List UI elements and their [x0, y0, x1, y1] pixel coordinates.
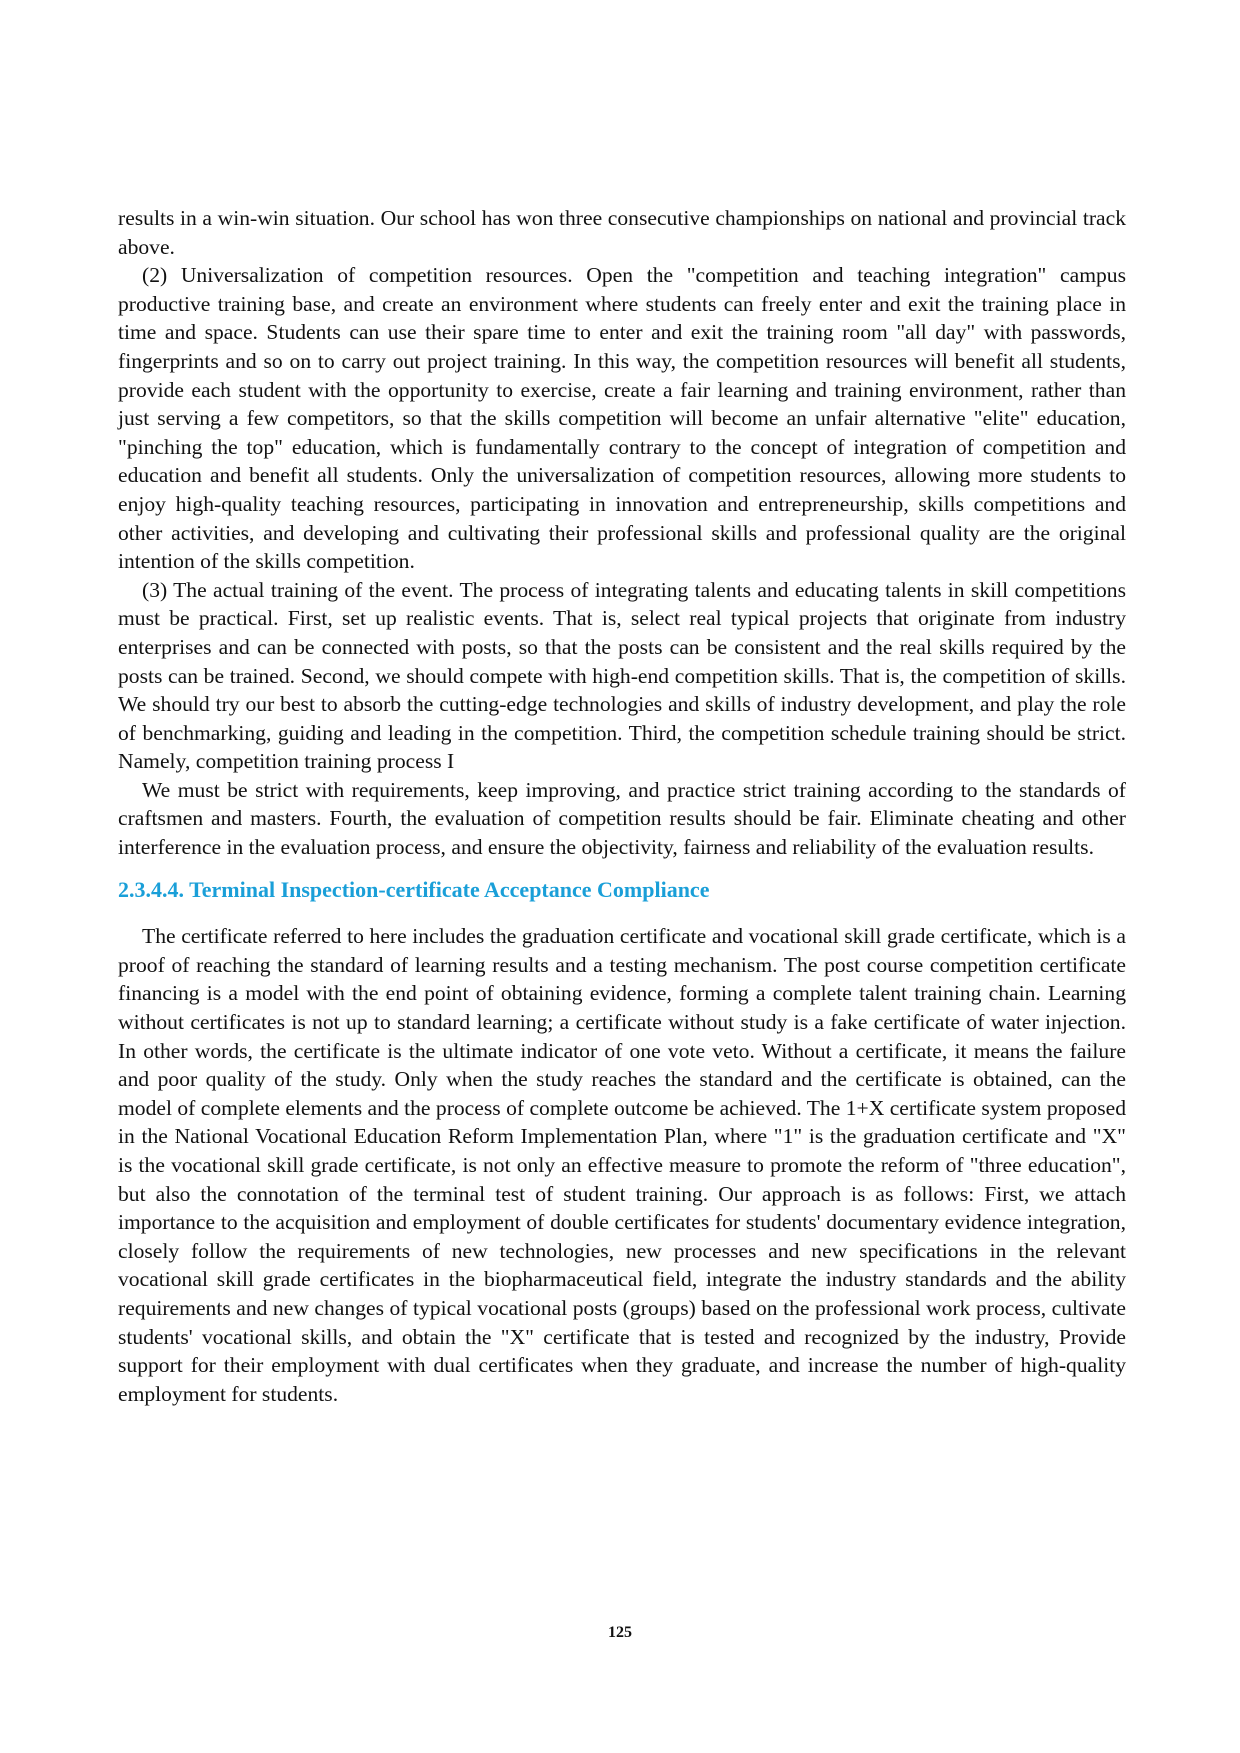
- page-body: [118, 204, 1126, 1408]
- page-number: 125: [608, 1624, 632, 1641]
- paragraph-actual-training: (3) The actual training of the event. The process of integrating talents and educating talents in skill competitions must be practical. First, set up realistic events. That is, select real typical projects that originate from industry enterprises and can be connected with posts, so that the posts can be consistent and the real skills required by the posts can be trained. Second, we should compete with high-end competition skills. That is, the competition of skills. We should try our best to absorb the cutting-edge technologies and skills of industry development, and play the role of benchmarking, guiding and leading in the competition. Third, the competition schedule training should be strict. Namely, competition training process I: [118, 577, 1126, 774]
- paragraph-continuation: results in a win-win situation. Our school has won three consecutive championships on national and provincial track above.: [118, 206, 1126, 259]
- paragraph-universalization: (2) Universalization of competition resources. Open the "competition and teaching integration" campus productive training base, and create an environment where students can freely enter and exit the training place in time and space. Students can use their spare time to enter and exit the training room "all day" with passwords, fingerprints and so on to carry out project training. In this way, the competition resources will benefit all students, provide each student with the opportunity to exercise, create a fair learning and training environment, rather than just serving a few competitors, so that the skills competition will become an unfair alternative "elite" education, "pinching the top" education, which is fundamentally contrary to the concept of integration of competition and education and benefit all students. Only the universalization of competition resources, allowing more students to enjoy high-quality teaching resources, participating in innovation and entrepreneurship, skills competitions and other activities, and developing and cultivating their professional skills and professional quality are the original intention of the skills competition.: [118, 263, 1126, 574]
- paragraph-certificate: The certificate referred to here includes the graduation certificate and vocational skill grade certificate, which is a proof of reaching the standard of learning results and a testing mechanism. The post course competition certificate financing is a model with the end point of obtaining evidence, forming a complete talent training chain. Learning without certificates is not up to standard learning; a certificate without study is a fake certificate of water injection. In other words, the certificate is the ultimate indicator of one vote veto. Without a certificate, it means the failure and poor quality of the study. Only when the study reaches the standard and the certificate is obtained, can the model of complete elements and the process of complete outcome be achieved. The 1+X certificate system proposed in the National Vocational Education Reform Implementation Plan, where "1" is the graduation certificate and "X" is the vocational skill grade certificate, is not only an effective measure to promote the reform of "three education", but also the connotation of the terminal test of student training. Our approach is as follows: First, we attach importance to the acquisition and employment of double certificates for students' documentary evidence integration, closely follow the requirements of new technologies, new processes and new specifications in the relevant vocational skill grade certificates in the biopharmaceutical field, integrate the industry standards and the ability requirements and new changes of typical vocational posts (groups) based on the professional work process, cultivate students' vocational skills, and obtain the "X" certificate that is tested and recognized by the industry, Provide support for their employment with dual certificates when they graduate, and increase the number of high-quality employment for students.: [118, 924, 1126, 1406]
- paragraph-strict-requirements: We must be strict with requirements, keep improving, and practice strict training according to the standards of craftsmen and masters. Fourth, the evaluation of competition results should be fair. Eliminate cheating and other interference in the evaluation process, and ensure the objectivity, fairness and reliability of the evaluation results.: [118, 777, 1126, 860]
- section-heading: 2.3.4.4. Terminal Inspection-certificate Acceptance Compliance: [118, 876, 710, 902]
